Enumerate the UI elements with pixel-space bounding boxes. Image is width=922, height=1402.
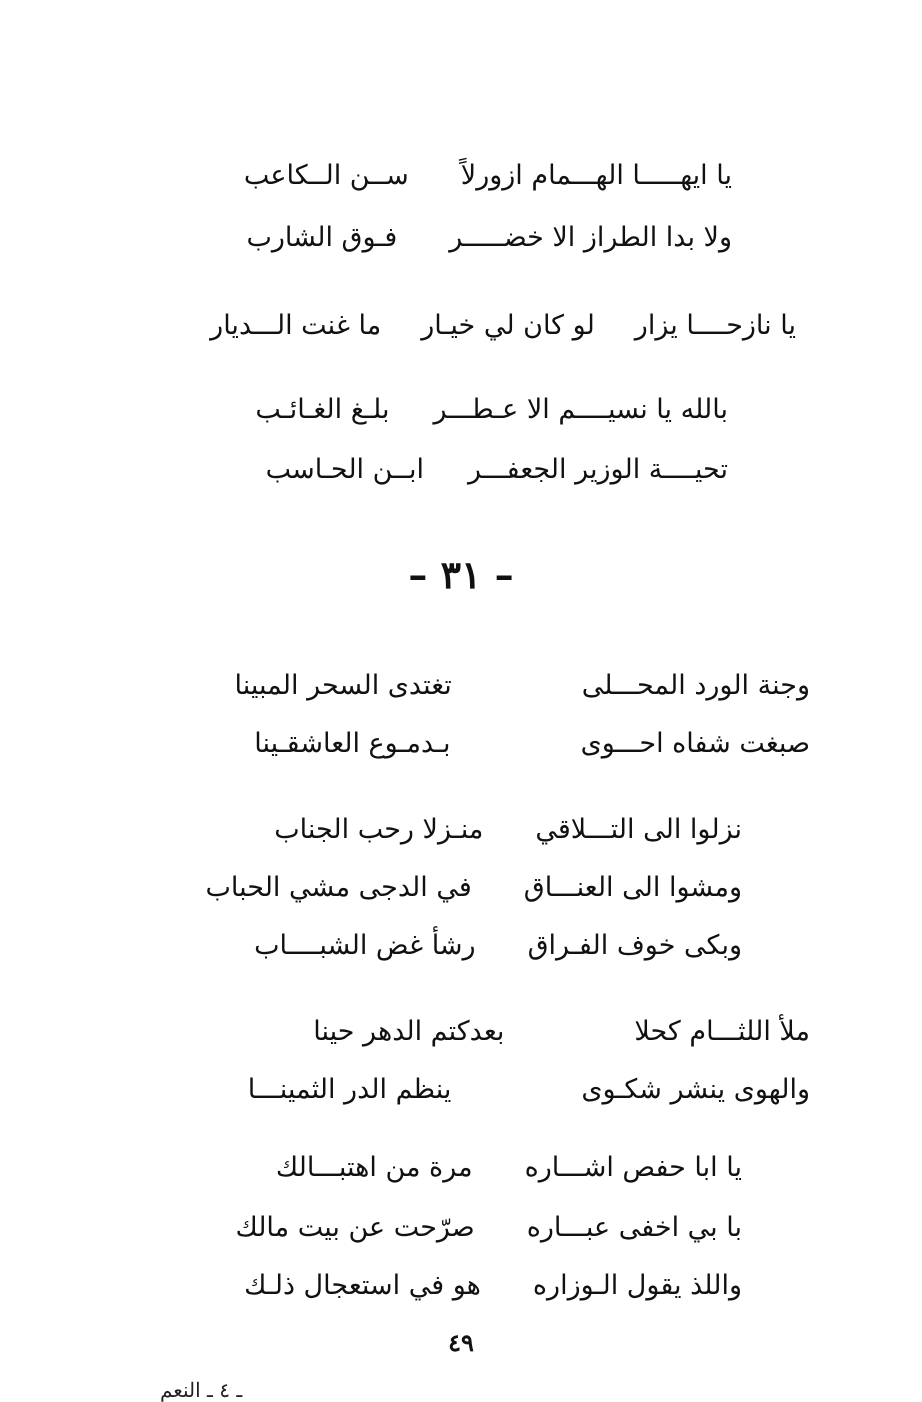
verse-line	[254, 928, 742, 964]
verse-right-hemistich: والهوى ينشر شكـوى	[581, 1074, 810, 1105]
verse-left-hemistich: مرة من اهتبـــالك	[275, 1152, 473, 1183]
verse-line	[313, 1014, 810, 1050]
verse-part-a: يا نازحــــا يزار	[634, 310, 796, 341]
verse-right-hemistich: يا ابا حفص اشـــاره	[524, 1152, 742, 1183]
verse-line	[234, 668, 810, 704]
verse-right-hemistich: وجنة الورد المحـــلى	[581, 670, 810, 701]
verse-line	[276, 1150, 742, 1186]
verse-line	[255, 392, 728, 428]
verse-line	[274, 812, 742, 848]
verse-left-hemistich: بـدمـوع العاشقـينا	[254, 728, 451, 759]
verse-line	[205, 870, 742, 906]
verse-right-hemistich: با بي اخفى عبـــاره	[526, 1212, 742, 1243]
verse-left-hemistich: منـزلا رحب الجناب	[274, 814, 484, 845]
verse-part-c: ما غنت الـــديار	[210, 310, 382, 341]
verse-line	[244, 1268, 742, 1304]
verse-line	[248, 1072, 810, 1108]
verse-right-hemistich: يا ايهـــــا الهـــمام ازورلاً	[460, 160, 732, 191]
verse-right-hemistich: ولا بدا الطراز الا خضـــــر	[449, 222, 732, 253]
verse-right-hemistich: واللذ يقول الـوزاره	[532, 1270, 742, 1301]
verse-left-hemistich: تغتدى السحر المبينا	[234, 670, 452, 701]
verse-right-hemistich: صبغت شفاه احـــوى	[580, 728, 810, 759]
verse-right-hemistich: ملأ اللثـــام كحلا	[634, 1016, 810, 1047]
verse-left-hemistich: بعدكتم الدهر حينا	[313, 1016, 505, 1047]
verse-left-hemistich: رشأ غض الشبــــاب	[254, 930, 476, 961]
verse-right-hemistich: ومشوا الى العنـــاق	[523, 872, 742, 903]
verse-right-hemistich: بالله يا نسيــــم الا عـطـــر	[433, 394, 728, 425]
verse-left-hemistich: بلـغ الغـائـب	[255, 394, 390, 425]
verse-right-hemistich: تحيــــة الوزير الجعفـــر	[468, 454, 728, 485]
verse-left-hemistich: ســن الــكاعب	[243, 160, 409, 191]
verse-line	[254, 726, 810, 762]
verse-right-hemistich: وبكى خوف الفـراق	[527, 930, 742, 961]
verse-left-hemistich: صرّحت عن بيت مالك	[235, 1212, 475, 1243]
page-number: ٤٩	[448, 1328, 474, 1357]
verse-left-hemistich: ينظم الدر الثمينـــا	[247, 1074, 452, 1105]
verse-line	[244, 158, 732, 194]
footer-fragment: ـ ٤ ـ النعم	[160, 1378, 243, 1402]
verse-line	[266, 452, 728, 488]
verse-line	[210, 308, 796, 344]
section-number: – ٣١ –	[408, 552, 514, 597]
verse-left-hemistich: في الدجى مشي الحباب	[205, 872, 472, 903]
verse-right-hemistich: نزلوا الى التـــلاقي	[535, 814, 742, 845]
verse-left-hemistich: فـوق الشارب	[246, 222, 398, 253]
verse-line	[235, 1210, 742, 1246]
verse-line	[246, 220, 732, 256]
verse-left-hemistich: ابــن الحـاسب	[265, 454, 425, 485]
verse-part-b: لو كان لي خيـار	[421, 310, 595, 341]
verse-left-hemistich: هو في استعجال ذلـك	[244, 1270, 481, 1301]
